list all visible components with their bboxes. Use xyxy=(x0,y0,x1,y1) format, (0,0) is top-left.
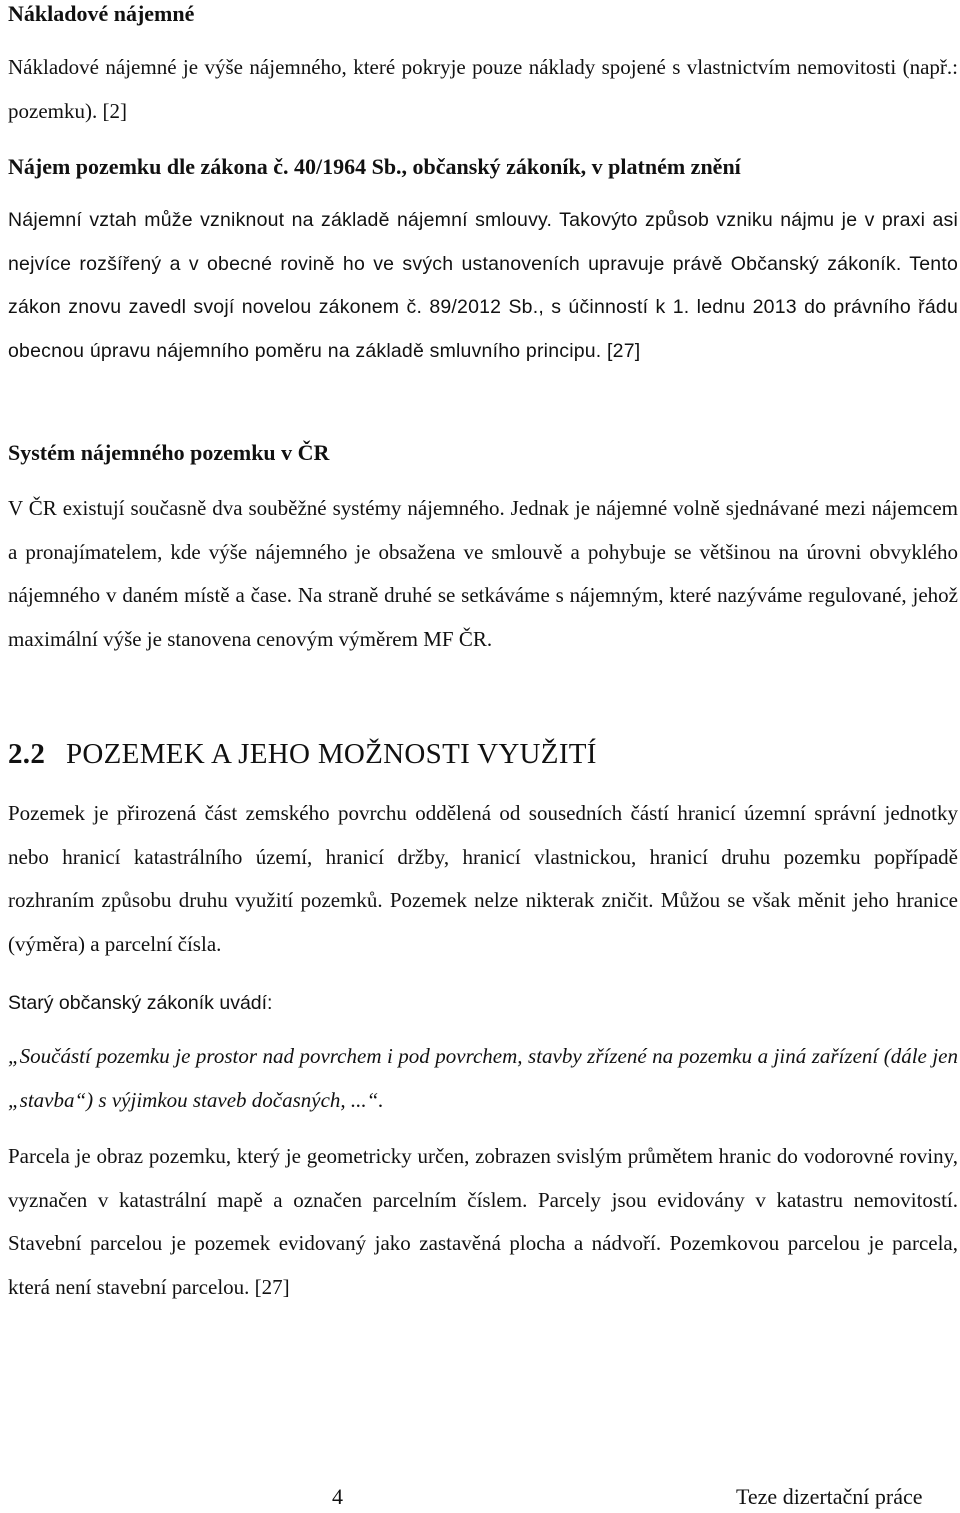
chapter-number: 2.2 xyxy=(8,738,46,770)
heading-nakladove-najemne: Nákladové nájemné xyxy=(8,1,195,26)
old-code-intro: Starý občanský zákoník uvádí: xyxy=(8,992,273,1014)
heading-system-najemneho: Systém nájemného pozemku v ČR xyxy=(8,440,330,465)
page-number: 4 xyxy=(332,1484,343,1509)
paragraph-nakladove: Nákladové nájemné je výše nájemného, které pokryje pouze náklady spojené s vlastnictvím nemovitosti (např.: pozemku). [2] xyxy=(8,55,958,123)
footer-doc-label: Teze dizertační práce xyxy=(736,1484,923,1509)
quote-citation: „Součástí pozemku je prostor nad povrchem i pod povrchem, stavby zřízené na pozemku a jiná zařízení (dále jen „stavba“) s výjimkou staveb dočasných, ...“. xyxy=(8,1044,958,1112)
paragraph-najemni-vztah: Nájemní vztah může vzniknout na základě nájemní smlouvy. Takovýto způsob vzniku nájmu je v praxi asi nejvíce rozšířený a v obecné rovině ho ve svých ustanoveních upravuje právě Občanský zákoník. Tento zákon znovu zavedl svojí novelou zákonem č. 89/2012 Sb., s účinností k 1. lednu 2013 do právního řádu obecnou úpravu nájemního poměru na základě smluvního principu. [27] xyxy=(8,209,958,362)
paragraph-pozemek: Pozemek je přirozená část zemského povrchu oddělená od sousedních částí hranicí územní správní jednotky nebo hranicí katastrálního území, hranicí držby, hranicí vlastnickou, hranicí druhu pozemku popřípadě rozhraním způsobu druhu využití pozemků. Pozemek nelze nikterak zničit. Můžou se však měnit jeho hranice (výměra) a parcelní čísla. xyxy=(8,801,958,956)
chapter-heading xyxy=(8,737,597,771)
chapter-title: POZEMEK A JEHO MOŽNOSTI VYUŽITÍ xyxy=(66,738,597,770)
heading-najem-pozemku: Nájem pozemku dle zákona č. 40/1964 Sb., občanský zákoník, v platném znění xyxy=(8,154,741,179)
paragraph-system: V ČR existují současně dva souběžné systémy nájemného. Jednak je nájemné volně sjednávané mezi nájemcem a pronajímatelem, kde výše nájemného je obsažena ve smlouvě a pohybuje se většinou na úrovni obvyklého nájemného v daném místě a čase. Na straně druhé se setkáváme s nájemným, které nazýváme regulované, jehož maximální výše je stanovena cenovým výměrem MF ČR. xyxy=(8,496,958,651)
paragraph-parcela: Parcela je obraz pozemku, který je geometricky určen, zobrazen svislým průmětem hranic do vodorovné roviny, vyznačen v katastrální mapě a označen parcelním číslem. Parcely jsou evidovány v katastru nemovitostí. Stavební parcelou je pozemek evidovaný jako zastavěná plocha a nádvoří. Pozemkovou parcelou je parcela, která není stavební parcelou. [27] xyxy=(8,1144,958,1299)
